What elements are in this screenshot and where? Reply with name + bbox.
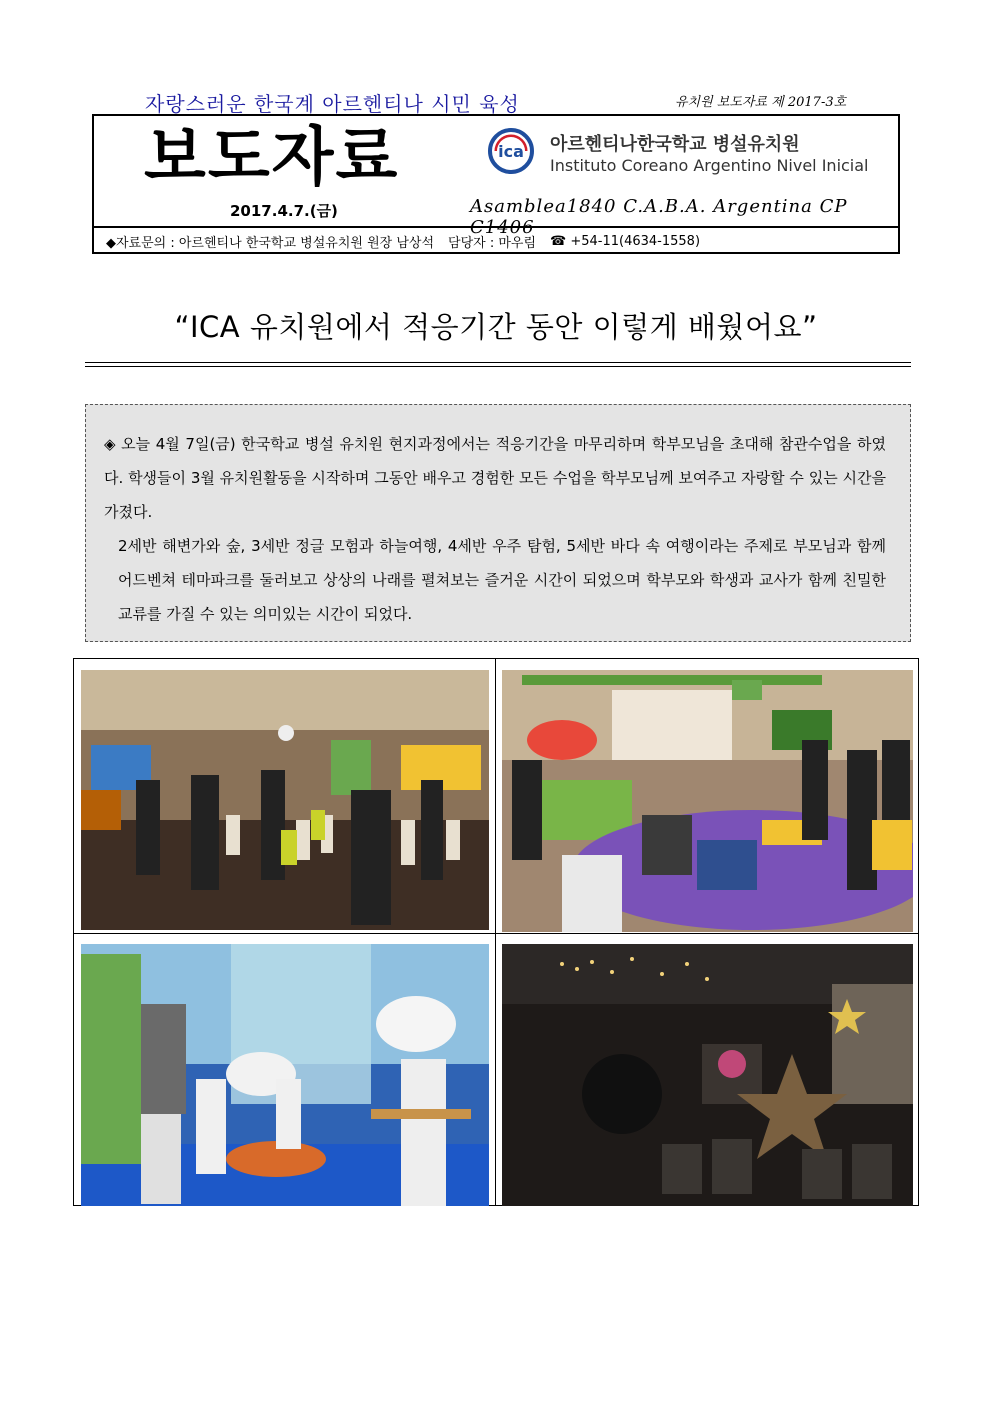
org-name-korean: 아르헨티나한국학교 병설유치원 [550,134,800,155]
contact-person: 담당자 : 마우림 [448,235,537,251]
press-release-header [92,114,900,254]
press-release-title: 보도자료 [144,121,400,195]
summary-box [85,404,911,642]
summary-paragraph-1: ◈ 오늘 4월 7일(금) 한국학교 병설 유치원 현지과정에서는 적응기간을 마무리하며 학부모님을 초대해 참관수업을 하였다. 학생들이 3월 유치원활동을 시작하며 그동안 배우고 경험한 모든 수업을 학부모님께 보여주고 자랑할 수 있는 시간을 가졌다. [104,435,886,521]
headline: “ICA 유치원에서 적응기간 동안 이렇게 배웠어요” [174,310,818,344]
inquiry-row [94,226,898,254]
logo-text: ica [498,142,524,161]
slogan: 자랑스러운 한국계 아르헨티나 시민 육성 [145,92,520,116]
photo-themed-room [81,944,489,1206]
headline-rule-top [85,362,911,363]
school-logo-icon [488,128,534,174]
photo-craft-activity [502,670,913,932]
org-name-spanish: Instituto Coreano Argentino Nivel Inicial [550,156,869,175]
release-date: 2017.4.7.(금) [230,202,338,220]
summary-paragraph-2: 2세반 해변가와 숲, 3세반 정글 모험과 하늘여행, 4세반 우주 탐험, 5세반 바다 속 여행이라는 주제로 부모님과 함께 어드벤쳐 테마파크를 둘러보고 상상의 나래를 펼쳐보는 즐거운 시간이 되었으며 학부모와 학생과 교사가 함께 친밀한 교류를 가질 수 있는 의미있는 시간이 되었다. [118,537,886,623]
photo-classroom-gathering [81,670,489,930]
school-address: Asamblea1840 C.A.B.A. Argentina CP C1406 [470,196,848,238]
headline-rule-bottom [85,366,911,367]
phone-number: ☎ +54-11(4634-1558) [550,233,701,249]
inquiry-label: ◆자료문의 : 아르헨티나 한국학교 병설유치원 원장 남상석 [106,235,435,251]
issue-number: 유치원 보도자료 제 2017-3호 [675,95,847,110]
photo-grid [73,658,919,1206]
photo-space-room [502,944,913,1206]
